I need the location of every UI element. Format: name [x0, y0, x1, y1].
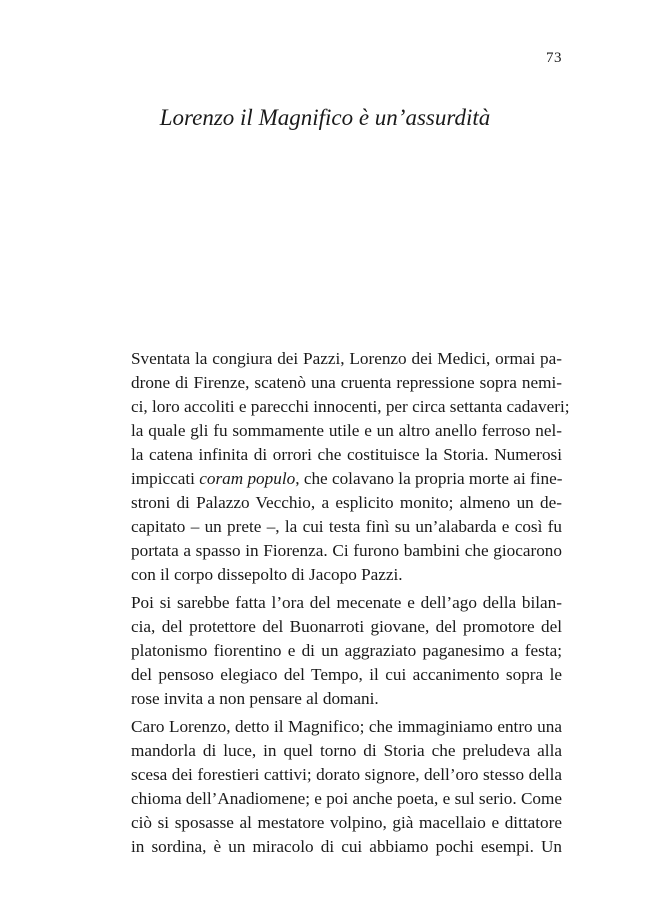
text-line: rose invita a non pensare al domani.	[131, 689, 379, 708]
chapter-title: Lorenzo il Magnifico è un’assurdità	[159, 105, 491, 130]
text-line: platonismo fiorentino e di un aggraziato paganesimo a festa;	[131, 641, 562, 660]
text-line: mandorla di luce, in quel torno di Storia che preludeva alla	[131, 741, 562, 760]
text-line: ciò si sposasse al mestatore volpino, già macellaio e dittatore	[131, 813, 562, 832]
text-line: ci, loro accoliti e parecchi innocenti, per circa settanta cadaveri;	[131, 397, 570, 416]
text-line: del pensoso elegiaco del Tempo, il cui accanimento sopra le	[131, 665, 562, 684]
text-line: scesa dei forestieri cattivi; dorato signore, dell’oro stesso della	[131, 765, 562, 784]
text-run: , che colavano la propria morte ai fine-	[295, 469, 563, 488]
text-line: Poi si sarebbe fatta l’ora del mecenate e dell’ago della bilan-	[131, 593, 562, 612]
text-line	[131, 467, 562, 491]
text-line: la quale gli fu sommamente utile e un altro anello ferroso nel-	[131, 421, 562, 440]
text-line: portata a spasso in Fiorenza. Ci furono bambini che giocarono	[131, 541, 562, 560]
paragraph-2	[131, 591, 562, 711]
text-line: con il corpo dissepolto di Jacopo Pazzi.	[131, 565, 403, 584]
text-line: in sordina, è un miracolo di cui abbiamo pochi esempi. Un	[131, 837, 562, 856]
text-run: impiccati	[131, 469, 200, 488]
page-number: 73	[546, 50, 562, 66]
text-line: stroni di Palazzo Vecchio, a esplicito monito; almeno un de-	[131, 493, 562, 512]
text-line: Sventata la congiura dei Pazzi, Lorenzo dei Medici, ormai pa-	[131, 349, 562, 368]
paragraph-3	[131, 715, 562, 859]
text-line: drone di Firenze, scatenò una cruenta repressione sopra nemi-	[131, 373, 562, 392]
italic-phrase: coram populo	[199, 469, 296, 488]
text-line: Caro Lorenzo, detto il Magnifico; che immaginiamo entro una	[131, 717, 562, 736]
body-text	[131, 347, 570, 859]
text-line: cia, del protettore del Buonarroti giovane, del promotore del	[131, 617, 562, 636]
text-line: la catena infinita di orrori che costituisce la Storia. Numerosi	[131, 445, 562, 464]
text-line: capitato – un prete –, la cui testa finì su un’alabarda e così fu	[131, 517, 562, 536]
text-line: chioma dell’Anadiomene; e poi anche poeta, e sul serio. Come	[131, 789, 562, 808]
paragraph-1	[131, 347, 570, 587]
